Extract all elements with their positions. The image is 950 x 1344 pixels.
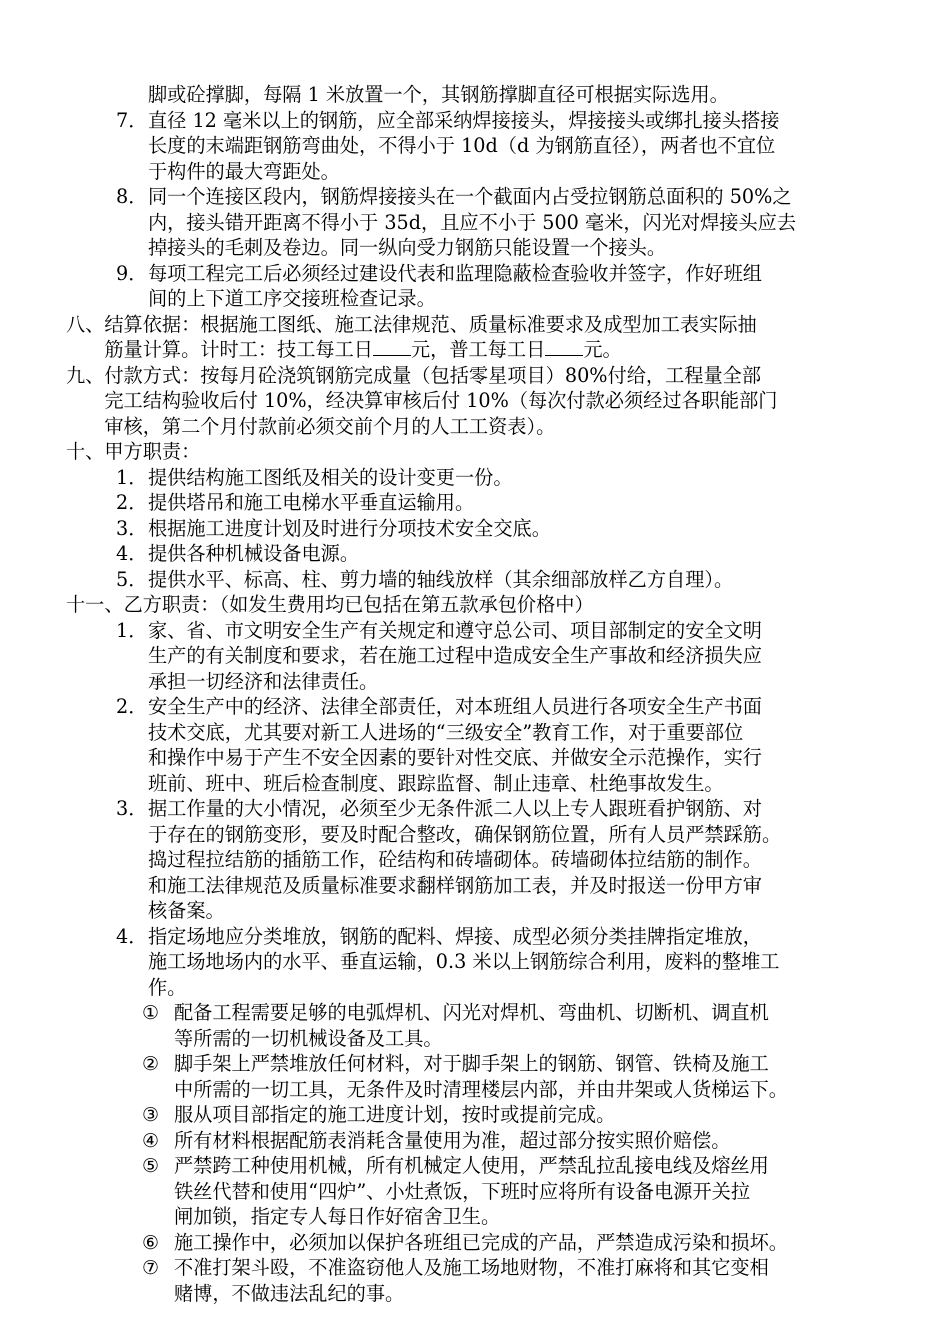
section-line-with-blanks [104, 337, 890, 363]
item-line: 同一个连接区段内，钢筋焊接接头在一个截面内占受拉钢筋总面积的 50%之 [148, 185, 792, 208]
item-line: 安全生产中的经济、法律全部责任，对本班组人员进行各项安全生产书面 [148, 695, 762, 718]
sub-item-5 [66, 1153, 890, 1230]
item-number: 8． [116, 185, 148, 208]
item-text: 提供各种机械设备电源。 [148, 542, 360, 565]
item-line: 家、省、市文明安全生产有关规定和遵守总公司、项目部制定的安全文明 [148, 618, 762, 642]
item-line: 每项工程完工后必须经过建设代表和监理隐蔽检查验收并签字，作好班组 [148, 261, 762, 285]
section-10-party-a [66, 439, 890, 465]
item-text: 提供塔吊和施工电梯水平垂直运输用。 [148, 491, 475, 514]
item-number: 4． [116, 924, 148, 948]
item-number: 1． [116, 465, 148, 489]
item-number: 3． [116, 797, 148, 820]
section-title: 乙方职责：（如发生费用均已包括在第五款承包价格中） [123, 593, 594, 616]
item-line: 指定场地应分类堆放，钢筋的配料、焊接、成型必须分类挂牌指定堆放， [148, 924, 762, 948]
section-number: 十一、 [66, 593, 124, 616]
sub-item-number: ④ [142, 1128, 160, 1152]
text-segment: 元，普工每工日 [411, 338, 546, 361]
item-line: 生产的有关制度和要求，若在施工过程中造成安全生产事故和经济损失应 [148, 644, 762, 667]
item-line: 脚手架上严禁堆放任何材料，对于脚手架上的钢筋、钢管、铁椅及施工 [174, 1052, 769, 1075]
list-item [66, 694, 890, 796]
item-line: 赌博，不做违法乱纪的事。 [174, 1281, 405, 1305]
item-line: 配备工程需要足够的电弧焊机、闪光对焊机、弯曲机、切断机、调直机 [174, 1001, 769, 1024]
section-title: 甲方职责： [104, 440, 201, 463]
item-number: 4． [116, 542, 148, 565]
sub-item-4 [66, 1128, 890, 1154]
item-line: 作。 [148, 975, 187, 999]
list-item [66, 567, 890, 593]
sub-item-number: ① [142, 1001, 160, 1024]
item-number: 5． [116, 567, 148, 591]
list-item [66, 796, 890, 924]
sub-item-number: ⑦ [142, 1256, 160, 1279]
text-segment: 筋量计算。计时工：技工每工日 [104, 338, 373, 361]
item-line: 直径 12 毫米以上的钢筋，应全部采纳焊接接头，焊接接头或绑扎接头搭接 [148, 108, 780, 132]
item-line: 长度的末端距钢筋弯曲处，不得小于 10d（d 为钢筋直径），两者也不宜位 [148, 134, 776, 157]
item-line: 服从项目部指定的施工进度计划，按时或提前完成。 [174, 1103, 616, 1126]
item-line: 于构件的最大弯距处。 [148, 159, 340, 183]
item-number: 7． [116, 108, 148, 132]
section-11-party-b [66, 592, 890, 618]
item-line: 所有材料根据配筋表消耗含量使用为准，超过部分按实照价赔偿。 [174, 1128, 731, 1152]
item-text: 提供水平、标高、柱、剪力墙的轴线放样（其余细部放样乙方自理）。 [148, 567, 734, 591]
sub-item-2 [66, 1051, 890, 1102]
item-line: 掉接头的毛刺及卷边。同一纵向受力钢筋只能设置一个接头。 [148, 236, 667, 259]
item-number: 1． [116, 618, 148, 642]
sub-item-3 [66, 1102, 890, 1128]
list-7-9 [66, 108, 890, 312]
section-9-payment [66, 363, 890, 440]
item-line: 施工操作中，必须加以保护各班组已完成的产品，严禁造成污染和损坏。 [174, 1230, 788, 1254]
sub-item-number: ② [142, 1052, 160, 1075]
sub-item-7 [66, 1255, 890, 1306]
item-line: 严禁跨工种使用机械，所有机械定人使用，严禁乱拉乱接电线及熔丝用 [174, 1154, 769, 1177]
list-item [66, 618, 890, 695]
item-line: 技术交底，尤其要对新工人进场的“三级安全”教育工作，对于重要部位 [148, 720, 744, 744]
item-line: 和施工法律规范及质量标准要求翻样钢筋加工表，并及时报送一份甲方审 [148, 873, 762, 897]
list-item [66, 541, 890, 567]
sub-item-number: ⑥ [142, 1230, 160, 1254]
list-item-8 [66, 184, 890, 261]
item-line: 不准打架斗殴，不准盗窃他人及施工场地财物，不准打麻将和其它变相 [174, 1256, 769, 1279]
list-item [66, 516, 890, 542]
sub-item-number: ③ [142, 1103, 160, 1126]
section-line: 结算依据：根据施工图纸、施工法律规范、质量标准要求及成型加工表实际抽 [104, 312, 757, 336]
section-number: 八、 [66, 312, 105, 336]
section-number: 十、 [66, 440, 105, 463]
fill-in-blank[interactable] [373, 337, 411, 356]
sub-item-1 [66, 1000, 890, 1051]
item-line: 承担一切经济和法律责任。 [148, 669, 379, 693]
section-line: 审核，第二个月付款前必须交前个月的人工工资表）。 [104, 414, 556, 438]
item-line: 闸加锁，指定专人每日作好宿舍卫生。 [174, 1205, 501, 1228]
item-line: 于存在的钢筋变形，要及时配合整改，确保钢筋位置，所有人员严禁踩筋。 [148, 822, 782, 846]
item-line: 和操作中易于产生不安全因素的要针对性交底、并做安全示范操作，实行 [148, 746, 762, 769]
list-item [66, 465, 890, 491]
item-line: 核备案。 [148, 899, 225, 922]
item-number: 3． [116, 516, 148, 540]
list-item-9 [66, 261, 890, 312]
item-line: 内，接头错开距离不得小于 35d，且应不小于 500 毫米，闪光对焊接头应去 [148, 210, 797, 234]
section-line: 完工结构验收后付 10%，经决算审核后付 10%（每次付款必须经过各职能部门 [104, 389, 778, 412]
fill-in-blank[interactable] [545, 337, 583, 356]
item-line: 捣过程拉结筋的插筋工作，砼结构和砖墙砌体。砖墙砌体拉结筋的制作。 [148, 848, 762, 871]
item-line: 施工场地场内的水平、垂直运输，0.3 米以上钢筋综合利用，废料的整堆工 [148, 950, 780, 973]
item-line: 据工作量的大小情况，必须至少无条件派二人以上专人跟班看护钢筋、对 [148, 797, 762, 820]
list-item-7 [66, 108, 890, 185]
sub-item-6 [66, 1230, 890, 1256]
section-line: 付款方式：按每月砼浇筑钢筋完成量（包括零星项目）80%付给，工程量全部 [104, 363, 762, 387]
intro-continuation: 脚或砼撑脚，每隔 1 米放置一个，其钢筋撑脚直径可根据实际选用。 [148, 83, 729, 106]
item-number: 2． [116, 695, 148, 718]
list-item [66, 490, 890, 516]
item-line: 班前、班中、班后检查制度、跟踪监督、制止违章、杜绝事故发生。 [148, 771, 724, 795]
list-item [66, 924, 890, 1001]
item-line: 间的上下道工序交接班检查记录。 [148, 287, 436, 310]
item-number: 9． [116, 261, 148, 285]
item-line: 铁丝代替和使用“四炉”、小灶煮饭，下班时应将所有设备电源开关拉 [174, 1179, 751, 1203]
text-segment: 元。 [583, 338, 622, 361]
section-8-settlement [66, 312, 890, 363]
item-line: 中所需的一切工具，无条件及时清理楼层内部，并由井架或人货梯运下。 [174, 1077, 788, 1101]
sub-item-number: ⑤ [142, 1154, 160, 1177]
item-text: 提供结构施工图纸及相关的设计变更一份。 [148, 465, 513, 489]
item-number: 2． [116, 491, 148, 514]
item-line: 等所需的一切机械设备及工具。 [174, 1026, 443, 1050]
item-text: 根据施工进度计划及时进行分项技术安全交底。 [148, 516, 551, 540]
section-number: 九、 [66, 363, 105, 387]
